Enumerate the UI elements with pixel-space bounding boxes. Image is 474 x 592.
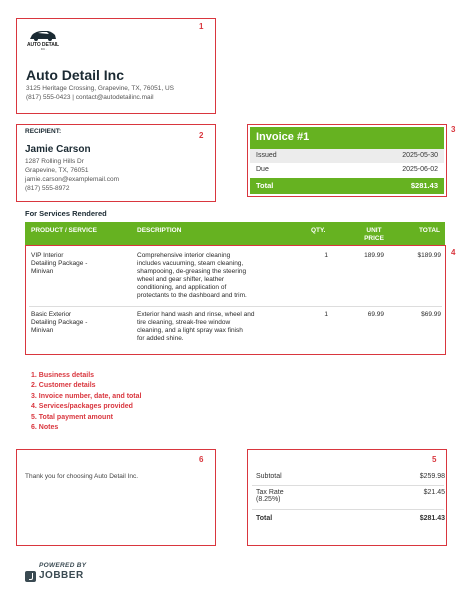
- due-date: 2025-06-02: [402, 166, 438, 173]
- tax-label: Tax Rate (8.25%): [256, 489, 284, 503]
- marker-2: 2: [199, 131, 204, 140]
- legend-item-6: 6. Notes: [31, 424, 59, 431]
- invoice-title: Invoice #1: [250, 127, 444, 149]
- tax-value: $21.45: [423, 489, 445, 496]
- totals-divider: [252, 485, 444, 486]
- grand-total-label: Total: [256, 515, 273, 522]
- legend-item-5: 5. Total payment amount: [31, 414, 113, 421]
- logo-subtext: · INC ·: [39, 48, 47, 51]
- business-contact: (817) 555-0423 | contact@autodetailinc.mail: [26, 94, 154, 101]
- row-divider: [29, 306, 442, 307]
- row2-product: Basic Exterior Detailing Package - Minivan: [31, 311, 88, 334]
- recipient-label: RECIPIENT:: [25, 128, 62, 135]
- marker-5: 5: [432, 455, 437, 464]
- legend-item-3: 3. Invoice number, date, and total: [31, 393, 142, 400]
- subtotal-row: [256, 473, 445, 480]
- subtotal-value: $259.98: [419, 473, 445, 480]
- invoice-total-label: Total: [256, 181, 274, 190]
- tax-row: [256, 489, 445, 503]
- business-logo: [26, 29, 60, 51]
- invoice-issued-row: [250, 149, 444, 163]
- row2-total: $69.99: [421, 311, 441, 318]
- legend-item-4: 4. Services/packages provided: [31, 403, 133, 410]
- powered-by-label: POWERED BY: [39, 562, 87, 569]
- services-table-header: [25, 222, 445, 246]
- col-total: TOTAL: [418, 227, 440, 234]
- subtotal-label: Subtotal: [256, 473, 282, 480]
- recipient-city: Grapevine, TX, 76051: [25, 167, 89, 174]
- row2-unit-price: 69.99: [367, 311, 384, 318]
- recipient-email: jamie.carson@examplemail.com: [25, 176, 120, 183]
- row1-qty: 1: [324, 252, 328, 259]
- business-address: 3125 Heritage Crossing, Grapevine, TX, 76051, US: [26, 85, 175, 92]
- marker-1: 1: [199, 22, 204, 31]
- col-description: DESCRIPTION: [137, 227, 182, 234]
- marker-6: 6: [199, 455, 204, 464]
- invoice-total-row: [250, 178, 444, 194]
- business-name: Auto Detail Inc: [26, 67, 125, 83]
- row1-description: Comprehensive interior cleaning includes vacuuming, steam cleaning, shampooing, de-greasing the steering wheel and gear shifter, leather conditioning, and application of protectants to the dashboard and trim.: [137, 252, 247, 299]
- col-qty: QTY.: [311, 227, 326, 234]
- recipient-name: Jamie Carson: [25, 144, 91, 155]
- grand-total-row: [256, 515, 445, 522]
- marker-4: 4: [451, 248, 456, 257]
- services-title: For Services Rendered: [25, 209, 107, 218]
- recipient-street: 1287 Rolling Hills Dr: [25, 158, 84, 165]
- row1-total: $189.99: [417, 252, 441, 259]
- due-label: Due: [256, 166, 269, 173]
- row1-unit-price: 189.99: [364, 252, 384, 259]
- totals-divider: [252, 509, 444, 510]
- notes-box: [16, 449, 216, 546]
- invoice-due-row: [250, 163, 444, 177]
- grand-total-value: $281.43: [419, 515, 445, 522]
- col-unit-price: UNIT PRICE: [364, 227, 384, 242]
- car-icon: [28, 29, 58, 41]
- legend-item-1: 1. Business details: [31, 372, 95, 379]
- jobber-logo-icon: [25, 571, 36, 582]
- issued-date: 2025-05-30: [402, 152, 438, 159]
- logo-wordmark: AUTO DETAIL: [26, 42, 60, 48]
- notes-text: Thank you for choosing Auto Detail Inc.: [25, 473, 139, 480]
- recipient-phone: (817) 555-8972: [25, 185, 70, 192]
- invoice-total-value: $281.43: [410, 181, 438, 190]
- col-product: PRODUCT / SERVICE: [31, 227, 97, 234]
- row2-description: Exterior hand wash and rinse, wheel and tire cleaning, streak-free window cleaning, and a light spray wax finish for added shine.: [137, 311, 255, 342]
- row2-qty: 1: [324, 311, 328, 318]
- jobber-brand: JOBBER: [39, 570, 84, 581]
- row1-product: VIP Interior Detailing Package - Minivan: [31, 252, 88, 275]
- issued-label: Issued: [256, 152, 277, 159]
- legend-item-2: 2. Customer details: [31, 382, 96, 389]
- marker-3: 3: [451, 125, 456, 134]
